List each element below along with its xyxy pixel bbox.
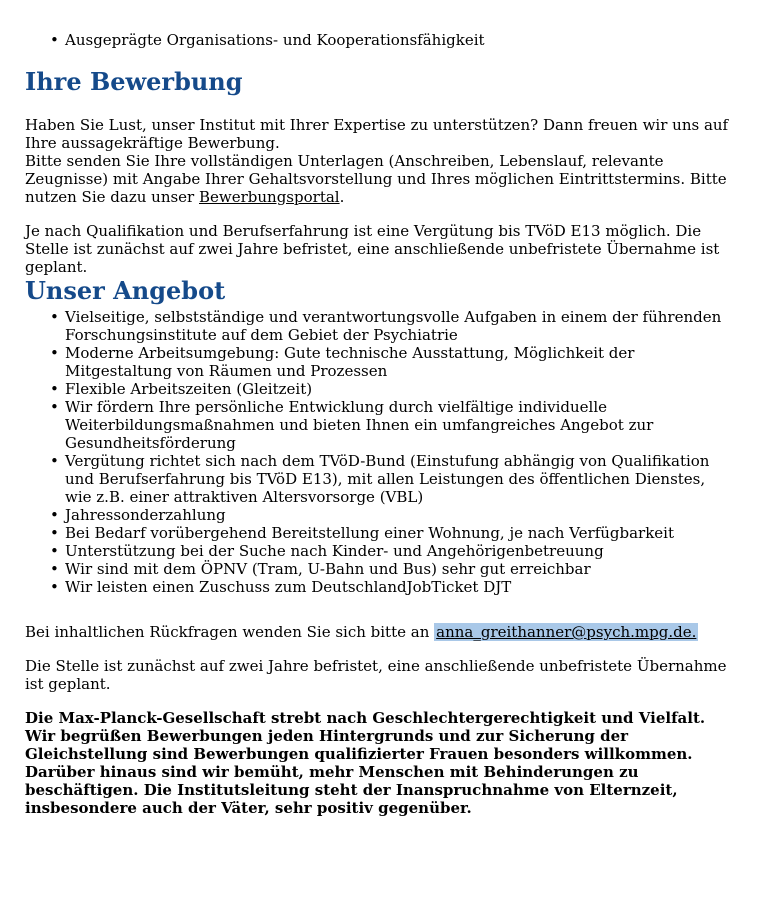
list-item: • Wir fördern Ihre persönliche Entwicklung durch vielfältige individuelle Weiterbildungsmaßnahmen und bieten Ihnen ein umfangreiches Angebot zur Gesundheitsförderung [65, 398, 727, 452]
bewerbung-line2-end: . [339, 188, 345, 206]
bewerbung-line2-text: Bitte senden Sie Ihre vollständigen Unterlagen (Anschreiben, Lebenslauf, relevante Zeugnisse) mit Angabe Ihrer Gehaltsvorstellung und Ihres möglichen Eintrittstermins. Bitte nutzen Sie dazu unser [25, 152, 727, 206]
list-item: • Wir sind mit dem ÖPNV (Tram, U-Bahn und Bus) sehr gut erreichbar [65, 560, 727, 578]
angebot-list [25, 308, 727, 596]
list-item: • Wir leisten einen Zuschuss zum DeutschlandJobTicket DJT [65, 578, 727, 596]
heading-ihre-bewerbung: Ihre Bewerbung [25, 67, 243, 96]
bewerbungsportal-link[interactable]: Bewerbungsportal [199, 188, 340, 206]
heading-unser-angebot: Unser Angebot [25, 276, 226, 305]
list-item: • Bei Bedarf vorübergehend Bereitstellung einer Wohnung, je nach Verfügbarkeit [65, 524, 727, 542]
diversity-statement [25, 709, 735, 817]
kontakt-paragraph [25, 623, 735, 641]
list-item: • Moderne Arbeitsumgebung: Gute technische Ausstattung, Möglichkeit der Mitgestaltung von Räumen und Prozessen [65, 344, 727, 380]
verguetung-paragraph [25, 222, 735, 276]
list-item: • Vielseitige, selbstständige und verantwortungsvolle Aufgaben in einem der führenden Forschungsinstitute auf dem Gebiet der Psychiatrie [65, 308, 727, 344]
befristung-paragraph [25, 657, 735, 693]
verguetung-text: Je nach Qualifikation und Berufserfahrung ist eine Vergütung bis TVöD E13 möglich. Die Stelle ist zunächst auf zwei Jahre befristet, eine anschließende unbefristete Übernahme ist geplant. [25, 222, 720, 276]
bewerbung-intro [25, 116, 735, 206]
bewerbung-line1: Haben Sie Lust, unser Institut mit Ihrer Expertise zu unterstützen? Dann freuen wir uns auf Ihre aussagekräftige Bewerbung. [25, 116, 729, 152]
qualifications-list-tail [25, 31, 733, 49]
bewerbung-line2 [25, 152, 735, 206]
contact-email-link[interactable]: anna_greithanner@psych.mpg.de. [436, 623, 697, 641]
list-item: • Vergütung richtet sich nach dem TVöD-Bund (Einstufung abhängig von Qualifikation und Berufserfahrung bis TVöD E13), mit allen Leistungen des öffentlichen Dienstes, wie z.B. einer attraktiven Altersvorsorge (VBL) [65, 452, 727, 506]
kontakt-prefix: Bei inhaltlichen Rückfragen wenden Sie sich bitte an [25, 623, 435, 641]
list-item: • Flexible Arbeitszeiten (Gleitzeit) [65, 380, 727, 398]
list-item: • Ausgeprägte Organisations- und Kooperationsfähigkeit [65, 31, 733, 49]
list-item: • Jahressonderzahlung [65, 506, 727, 524]
diversity-text: Die Max-Planck-Gesellschaft strebt nach Geschlechtergerechtigkeit und Vielfalt. Wir begrüßen Bewerbungen jeden Hintergrunds und zur Sicherung der Gleichstellung sind Bewerbungen qualifizierter Frauen besonders willkommen. Darüber hinaus sind wir bemüht, mehr Menschen mit Behinderungen zu beschäftigen. Die Institutsleitung steht der Inanspruchnahme von Elternzeit, insbesondere auch der Väter, sehr positiv gegenüber. [25, 709, 706, 817]
list-item: • Unterstützung bei der Suche nach Kinder- und Angehörigenbetreuung [65, 542, 727, 560]
kontakt-text [25, 623, 735, 641]
befristung-text: Die Stelle ist zunächst auf zwei Jahre befristet, eine anschließende unbefristete Übernahme ist geplant. [25, 657, 727, 693]
